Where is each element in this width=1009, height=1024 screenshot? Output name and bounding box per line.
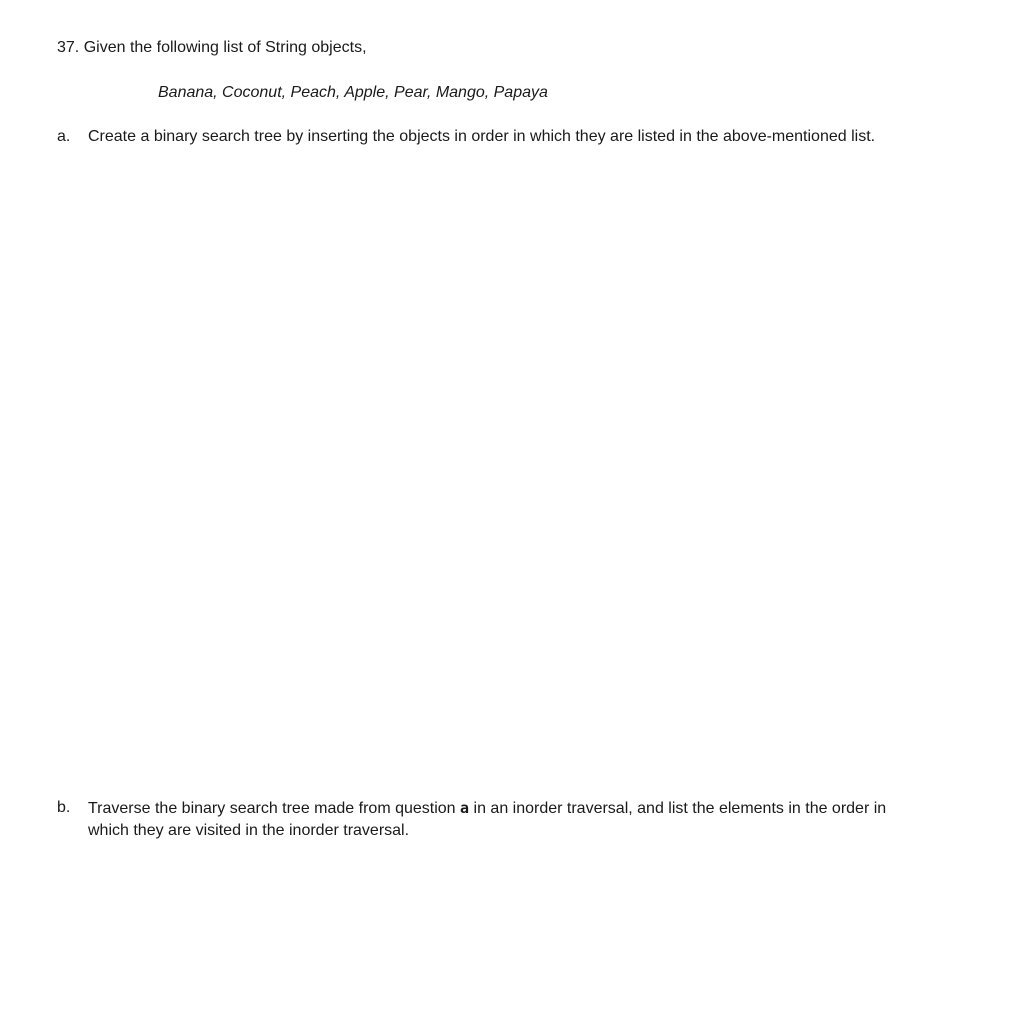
- question-number: 37.: [57, 39, 80, 56]
- part-b-label: b.: [57, 799, 71, 816]
- part-b-text-after: in an inorder traversal, and list the elements in the order in: [473, 800, 887, 817]
- part-a-label: a.: [57, 128, 71, 145]
- part-b-text: [88, 798, 886, 819]
- question-prompt: Given the following list of String objects,: [83, 39, 367, 56]
- part-b-text-before: Traverse the binary search tree made from question: [88, 800, 456, 817]
- part-a-text: Create a binary search tree by inserting the objects in order in which they are listed in the above-mentioned list.: [88, 128, 876, 145]
- question-header: [57, 38, 367, 58]
- part-b-text-line2: which they are visited in the inorder traversal.: [88, 822, 410, 839]
- part-b-question-ref: a: [460, 799, 470, 817]
- string-list: Banana, Coconut, Peach, Apple, Pear, Mango, Papaya: [158, 84, 548, 101]
- answer-area-a: [57, 160, 957, 780]
- answer-area-b: [57, 860, 957, 1000]
